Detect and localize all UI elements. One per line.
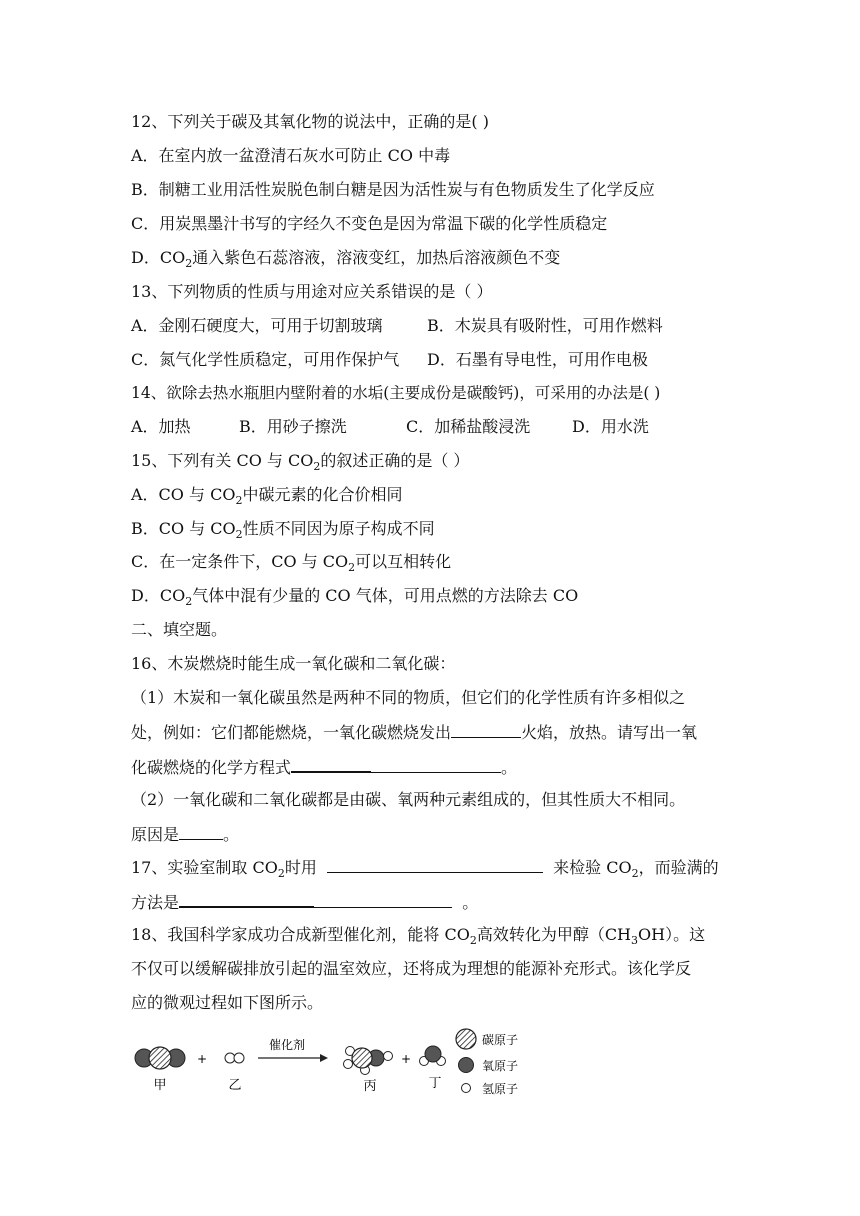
q14-stem: 14、欲除去热水瓶胆内壁附着的水垢(主要成份是碳酸钙)，可采用的办法是( ) [131,384,661,402]
q16-part1-line3: 化碳燃烧的化学方程式 。 [131,758,518,777]
q12-option-d: D．$CO_2$通入紫色石蕊溶液，溶液变红，加热后溶液颜色不变 [131,248,561,271]
molecule-h2o [420,1046,446,1066]
q13-option-d: D．石墨有导电性，可用作电极 [427,350,648,369]
legend [456,1029,518,1096]
q16-part2-line1: （2）一氧化碳和二氧化碳都是由碳、氧两种元素组成的，但其性质大不相同。 [131,790,686,809]
section-heading-fill-in: 二、填空题。 [131,620,228,639]
q17-line1: 17、实验室制取 $CO_2$时用 来检验 $CO_2$，而验满的 [131,858,719,881]
hydrogen-atom-icon [462,1084,471,1093]
q18-line1: 18、我国科学家成功合成新型催化剂，能将 $CO_2$高效转化为甲醇$(CH_3OH)$。这 [131,925,706,948]
label-yi: 乙 [228,1078,242,1093]
q16-stem: 16、木炭燃烧时能生成一氧化碳和二氧化碳： [131,654,456,673]
q15-option-b: B．CO 与 $CO_2$性质不同因为原子构成不同 [131,519,435,542]
q16-equation-blank-a[interactable] [291,756,371,773]
q17-method-blank-b[interactable] [314,892,452,908]
catalyst-label: 催化剂 [268,1038,306,1052]
q15-option-a: A．CO 与 $CO_2$中碳元素的化合价相同 [131,485,403,508]
q14-option-a: A．加热 [131,417,191,436]
q18-line3: 应的微观过程如下图所示。 [131,993,324,1012]
q12-option-c: C．用炭黑墨汁书写的字经久不变色是因为常温下碳的化学性质稳定 [131,214,608,233]
q17-line2: 方法是 。 [131,893,479,912]
q15-option-d: D．$CO_2$气体中混有少量的 CO 气体，可用点燃的方法除去 CO [131,586,579,609]
plus-sign-1: + [196,1052,208,1066]
carbon-atom-icon [456,1029,476,1049]
q12-option-a: A．在室内放一盆澄清石灰水可防止 CO 中毒 [131,146,451,165]
q16-part2-line2: 原因是 。 [131,825,240,844]
q16-equation-blank-b[interactable] [371,757,501,773]
legend-hydrogen: 氢原子 [482,1082,519,1096]
q17-test-reagent-blank[interactable] [327,857,543,873]
q14-option-b: B．用砂子擦洗 [239,417,347,436]
q14-option-d: D．用水洗 [572,417,649,436]
molecule-co2 [135,1047,185,1069]
q16-part1-line1: （1）木炭和一氧化碳虽然是两种不同的物质，但它们的化学性质有许多相似之 [131,688,686,707]
label-bing: 丙 [363,1079,377,1094]
label-ding: 丁 [428,1076,442,1091]
q14-option-c: C．加稀盐酸浸洗 [406,417,531,436]
q18-line2: 不仅可以缓解碳排放引起的温室效应，还将成为理想的能源补充形式。该化学反 [131,959,692,978]
plus-sign-2: + [400,1052,412,1066]
q15-option-c: C．在一定条件下，CO 与 $CO_2$可以互相转化 [131,552,452,575]
reaction-micro-diagram [130,1025,540,1110]
legend-oxygen: 氧原子 [482,1059,519,1073]
q16-reason-blank[interactable] [179,824,223,840]
q13-option-c: C．氮气化学性质稳定，可用作保护气 [131,350,400,369]
label-jia: 甲 [153,1078,167,1093]
oxygen-atom-icon [459,1058,474,1073]
q15-stem: 15、下列有关 CO 与 $CO_2$的叙述正确的是（ ） [131,451,470,474]
q16-part1-line2: 处，例如：它们都能燃烧，一氧化碳燃烧发出 火焰，放热。请写出一氧 [131,723,698,742]
q12-stem: 12、下列关于碳及其氧化物的说法中，正确的是( ) [131,112,489,131]
q13-option-b: B．木炭具有吸附性，可用作燃料 [427,316,663,335]
q16-flame-color-blank[interactable] [451,722,521,738]
molecule-methanol [344,1047,393,1075]
q17-method-blank-a[interactable] [179,891,314,908]
q13-stem: 13、下列物质的性质与用途对应关系错误的是（ ） [131,282,493,301]
q12-option-b: B．制糖工业用活性炭脱色制白糖是因为活性炭与有色物质发生了化学反应 [131,180,655,199]
molecule-h2 [225,1053,244,1063]
q13-option-a: A．金刚石硬度大，可用于切割玻璃 [131,316,383,335]
arrow-head-icon [320,1054,328,1062]
legend-carbon: 碳原子 [482,1033,519,1047]
